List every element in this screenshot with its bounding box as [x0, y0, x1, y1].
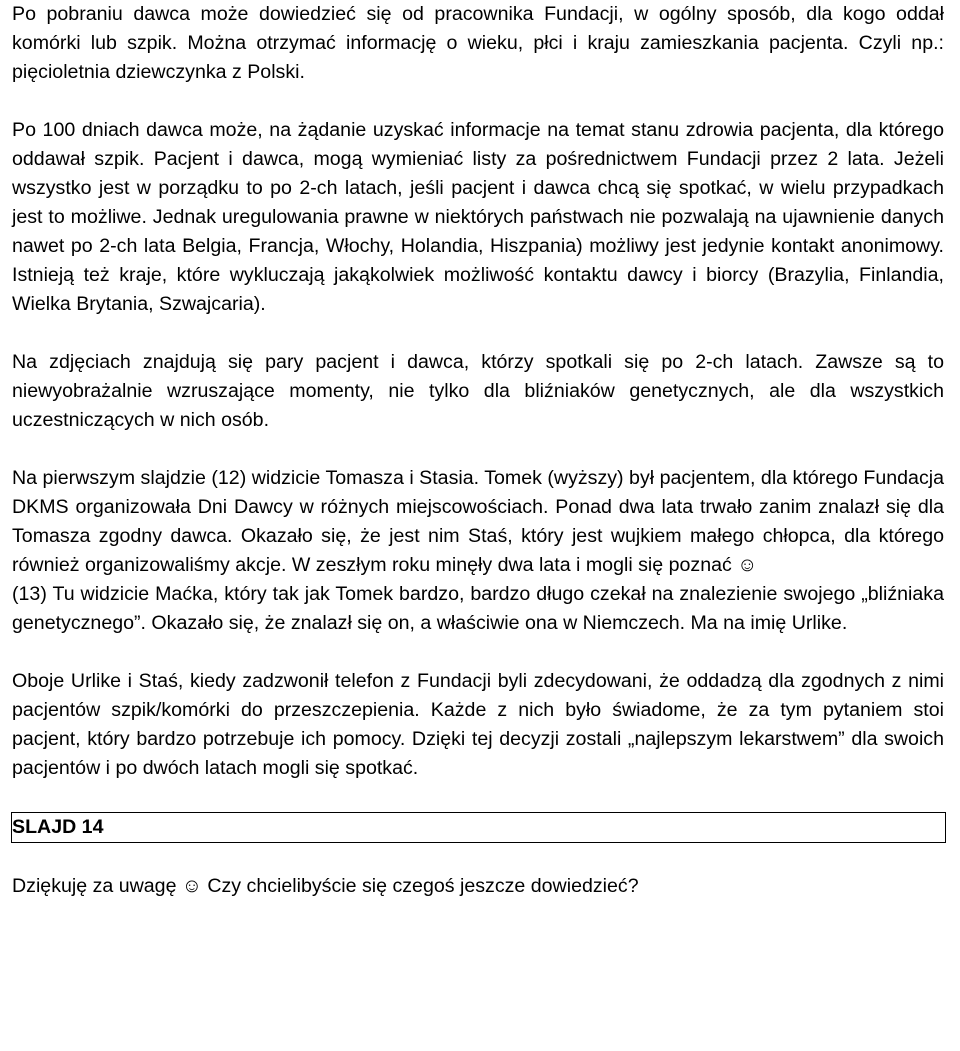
spacer	[12, 87, 944, 116]
spacer	[12, 435, 944, 464]
paragraph-6: Oboje Urlike i Staś, kiedy zadzwonił telefon z Fundacji byli zdecydowani, że oddadzą dla zgodnych z nimi pacjentów szpik/komórki do przeszczepienia. Każde z nich było świadome, że za tym pytaniem stoi pacjent, który bardzo potrzebuje ich pomocy. Dzięki tej decyzji zostali „najlepszym lekarstwem” dla swoich pacjentów i po dwóch latach mogli się spotkać.	[12, 670, 944, 779]
document-page	[12, 0, 944, 901]
paragraph-4: Na pierwszym slajdzie (12) widzicie Tomasza i Stasia. Tomek (wyższy) był pacjentem, dla którego Fundacja DKMS organizowała Dni Dawcy w różnych miejscowościach. Ponad dwa lata trwało zanim znalazł się dla Tomasza zgodny dawca. Okazało się, że jest nim Staś, który jest wujkiem małego chłopca, dla którego również organizowaliśmy akcje. W zeszłym roku minęły dwa lata i mogli się poznać ☺	[12, 467, 944, 576]
closing-line: Dziękuję za uwagę ☺ Czy chcielibyście się czegoś jeszcze dowiedzieć?	[12, 875, 639, 897]
spacer	[12, 319, 944, 348]
paragraph-2: Po 100 dniach dawca może, na żądanie uzyskać informacje na temat stanu zdrowia pacjenta, dla którego oddawał szpik. Pacjent i dawca, mogą wymieniać listy za pośrednictwem Fundacji przez 2 lata. Jeżeli wszystko jest w porządku to po 2-ch latach, jeśli pacjent i dawca chcą się spotkać, w wielu przypadkach jest to możliwe. Jednak uregulowania prawne w niektórych państwach nie pozwalają na ujawnienie danych nawet po 2-ch lata Belgia, Francja, Włochy, Holandia, Hiszpania) możliwy jest jedynie kontakt anonimowy. Istnieją też kraje, które wykluczają jakąkolwiek możliwość kontaktu dawcy i biorcy (Brazylia, Finlandia, Wielka Brytania, Szwajcaria).	[12, 119, 944, 315]
slide-label: SLAJD 14	[11, 812, 946, 843]
paragraph-1: Po pobraniu dawca może dowiedzieć się od pracownika Fundacji, w ogólny sposób, dla kogo oddał komórki lub szpik. Można otrzymać informację o wieku, płci i kraju zamieszkania pacjenta. Czyli np.: pięcioletnia dziewczynka z Polski.	[12, 3, 944, 83]
spacer	[12, 783, 944, 812]
paragraph-3: Na zdjęciach znajdują się pary pacjent i dawca, którzy spotkali się po 2-ch latach. Zawsze są to niewyobrażalnie wzruszające momenty, nie tylko dla bliźniaków genetycznych, ale dla wszystkich uczestniczących w nich osób.	[12, 351, 944, 431]
paragraph-5: (13) Tu widzicie Maćka, który tak jak Tomek bardzo, bardzo długo czekał na znalezienie swojego „bliźniaka genetycznego”. Okazało się, że znalazł się on, a właściwie ona w Niemczech. Ma na imię Urlike.	[12, 583, 944, 634]
spacer	[12, 843, 944, 872]
spacer	[12, 638, 944, 667]
